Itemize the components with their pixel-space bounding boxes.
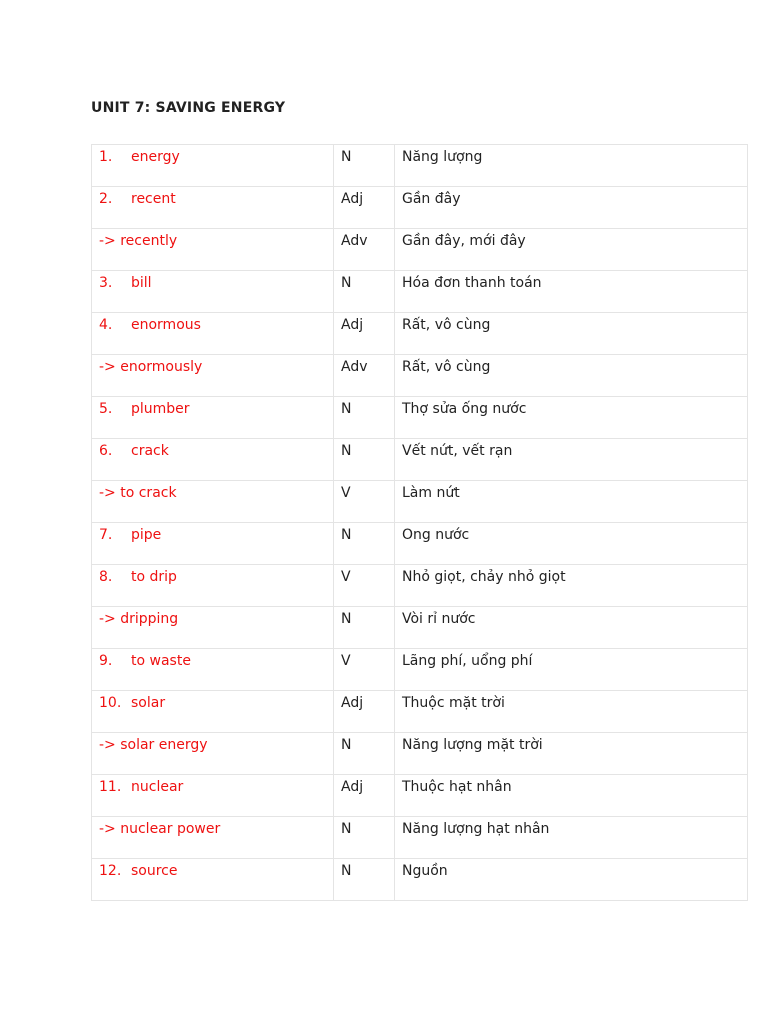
item-number: 5.: [99, 401, 113, 417]
part-of-speech-cell: N: [334, 397, 395, 439]
part-of-speech-cell: N: [334, 607, 395, 649]
vocab-word: solar: [131, 695, 166, 711]
item-number: 1.: [99, 149, 113, 165]
vocab-word: -> recently: [99, 233, 178, 249]
vocabulary-table-body: [92, 145, 748, 901]
vocab-word: -> to crack: [99, 485, 177, 501]
item-number: 8.: [99, 569, 113, 585]
meaning-cell: Gần đây, mới đây: [395, 229, 748, 271]
item-number: 6.: [99, 443, 113, 459]
vocab-word: to waste: [131, 653, 191, 669]
meaning-cell: Năng lượng: [395, 145, 748, 187]
vocab-word: recent: [131, 191, 176, 207]
vocab-word-cell: [92, 145, 334, 187]
vocab-word: bill: [131, 275, 152, 291]
meaning-cell: Ong nước: [395, 523, 748, 565]
meaning-cell: Vết nứt, vết rạn: [395, 439, 748, 481]
item-number: 3.: [99, 275, 113, 291]
part-of-speech-cell: Adj: [334, 691, 395, 733]
vocab-word: -> dripping: [99, 611, 179, 627]
part-of-speech-cell: N: [334, 439, 395, 481]
item-number: 2.: [99, 191, 113, 207]
vocab-word-cell: [92, 775, 334, 817]
meaning-cell: Năng lượng hạt nhân: [395, 817, 748, 859]
table-row: [92, 313, 748, 355]
meaning-cell: Rất, vô cùng: [395, 355, 748, 397]
vocab-word: enormous: [131, 317, 201, 333]
part-of-speech-cell: Adj: [334, 775, 395, 817]
meaning-cell: Thuộc mặt trời: [395, 691, 748, 733]
vocab-word-cell: [92, 481, 334, 523]
meaning-cell: Nguồn: [395, 859, 748, 901]
table-row: [92, 145, 748, 187]
table-row: [92, 733, 748, 775]
meaning-cell: Thợ sửa ống nước: [395, 397, 748, 439]
part-of-speech-cell: N: [334, 733, 395, 775]
table-row: [92, 481, 748, 523]
vocab-word-cell: [92, 691, 334, 733]
vocab-word-cell: [92, 859, 334, 901]
vocab-word-cell: [92, 649, 334, 691]
vocab-word: -> nuclear power: [99, 821, 221, 837]
part-of-speech-cell: Adj: [334, 187, 395, 229]
part-of-speech-cell: Adv: [334, 229, 395, 271]
vocab-word: -> solar energy: [99, 737, 208, 753]
part-of-speech-cell: Adj: [334, 313, 395, 355]
meaning-cell: Thuộc hạt nhân: [395, 775, 748, 817]
table-row: [92, 691, 748, 733]
vocab-word: energy: [131, 149, 180, 165]
part-of-speech-cell: N: [334, 523, 395, 565]
table-row: [92, 775, 748, 817]
table-row: [92, 565, 748, 607]
meaning-cell: Nhỏ giọt, chảy nhỏ giọt: [395, 565, 748, 607]
vocab-word-cell: [92, 271, 334, 313]
table-row: [92, 397, 748, 439]
vocab-word-cell: [92, 817, 334, 859]
vocab-word: to drip: [131, 569, 177, 585]
table-row: [92, 271, 748, 313]
vocab-word: pipe: [131, 527, 162, 543]
table-row: [92, 649, 748, 691]
vocab-word-cell: [92, 397, 334, 439]
vocab-word: plumber: [131, 401, 190, 417]
part-of-speech-cell: V: [334, 649, 395, 691]
table-row: [92, 817, 748, 859]
vocab-word: -> enormously: [99, 359, 203, 375]
table-row: [92, 859, 748, 901]
meaning-cell: Năng lượng mặt trời: [395, 733, 748, 775]
item-number: 10.: [99, 695, 122, 711]
meaning-cell: Vòi rỉ nước: [395, 607, 748, 649]
vocab-word-cell: [92, 439, 334, 481]
part-of-speech-cell: Adv: [334, 355, 395, 397]
item-number: 4.: [99, 317, 113, 333]
part-of-speech-cell: N: [334, 817, 395, 859]
vocab-word-cell: [92, 523, 334, 565]
vocabulary-table: [91, 144, 748, 901]
vocab-word: nuclear: [131, 779, 184, 795]
table-row: [92, 523, 748, 565]
item-number: 11.: [99, 779, 122, 795]
item-number: 9.: [99, 653, 113, 669]
vocab-word-cell: [92, 565, 334, 607]
vocab-word-cell: [92, 733, 334, 775]
table-row: [92, 187, 748, 229]
table-row: [92, 355, 748, 397]
meaning-cell: Rất, vô cùng: [395, 313, 748, 355]
vocab-word-cell: [92, 313, 334, 355]
meaning-cell: Làm nứt: [395, 481, 748, 523]
vocab-word-cell: [92, 355, 334, 397]
vocab-word: crack: [131, 443, 169, 459]
part-of-speech-cell: V: [334, 565, 395, 607]
part-of-speech-cell: V: [334, 481, 395, 523]
vocab-word: source: [131, 863, 178, 879]
item-number: 12.: [99, 863, 122, 879]
page-title: UNIT 7: SAVING ENERGY: [91, 100, 286, 116]
table-row: [92, 607, 748, 649]
part-of-speech-cell: N: [334, 271, 395, 313]
vocab-word-cell: [92, 607, 334, 649]
part-of-speech-cell: N: [334, 859, 395, 901]
meaning-cell: Hóa đơn thanh toán: [395, 271, 748, 313]
vocab-word-cell: [92, 229, 334, 271]
vocab-word-cell: [92, 187, 334, 229]
item-number: 7.: [99, 527, 113, 543]
table-row: [92, 229, 748, 271]
meaning-cell: Lãng phí, uổng phí: [395, 649, 748, 691]
part-of-speech-cell: N: [334, 145, 395, 187]
table-row: [92, 439, 748, 481]
meaning-cell: Gần đây: [395, 187, 748, 229]
